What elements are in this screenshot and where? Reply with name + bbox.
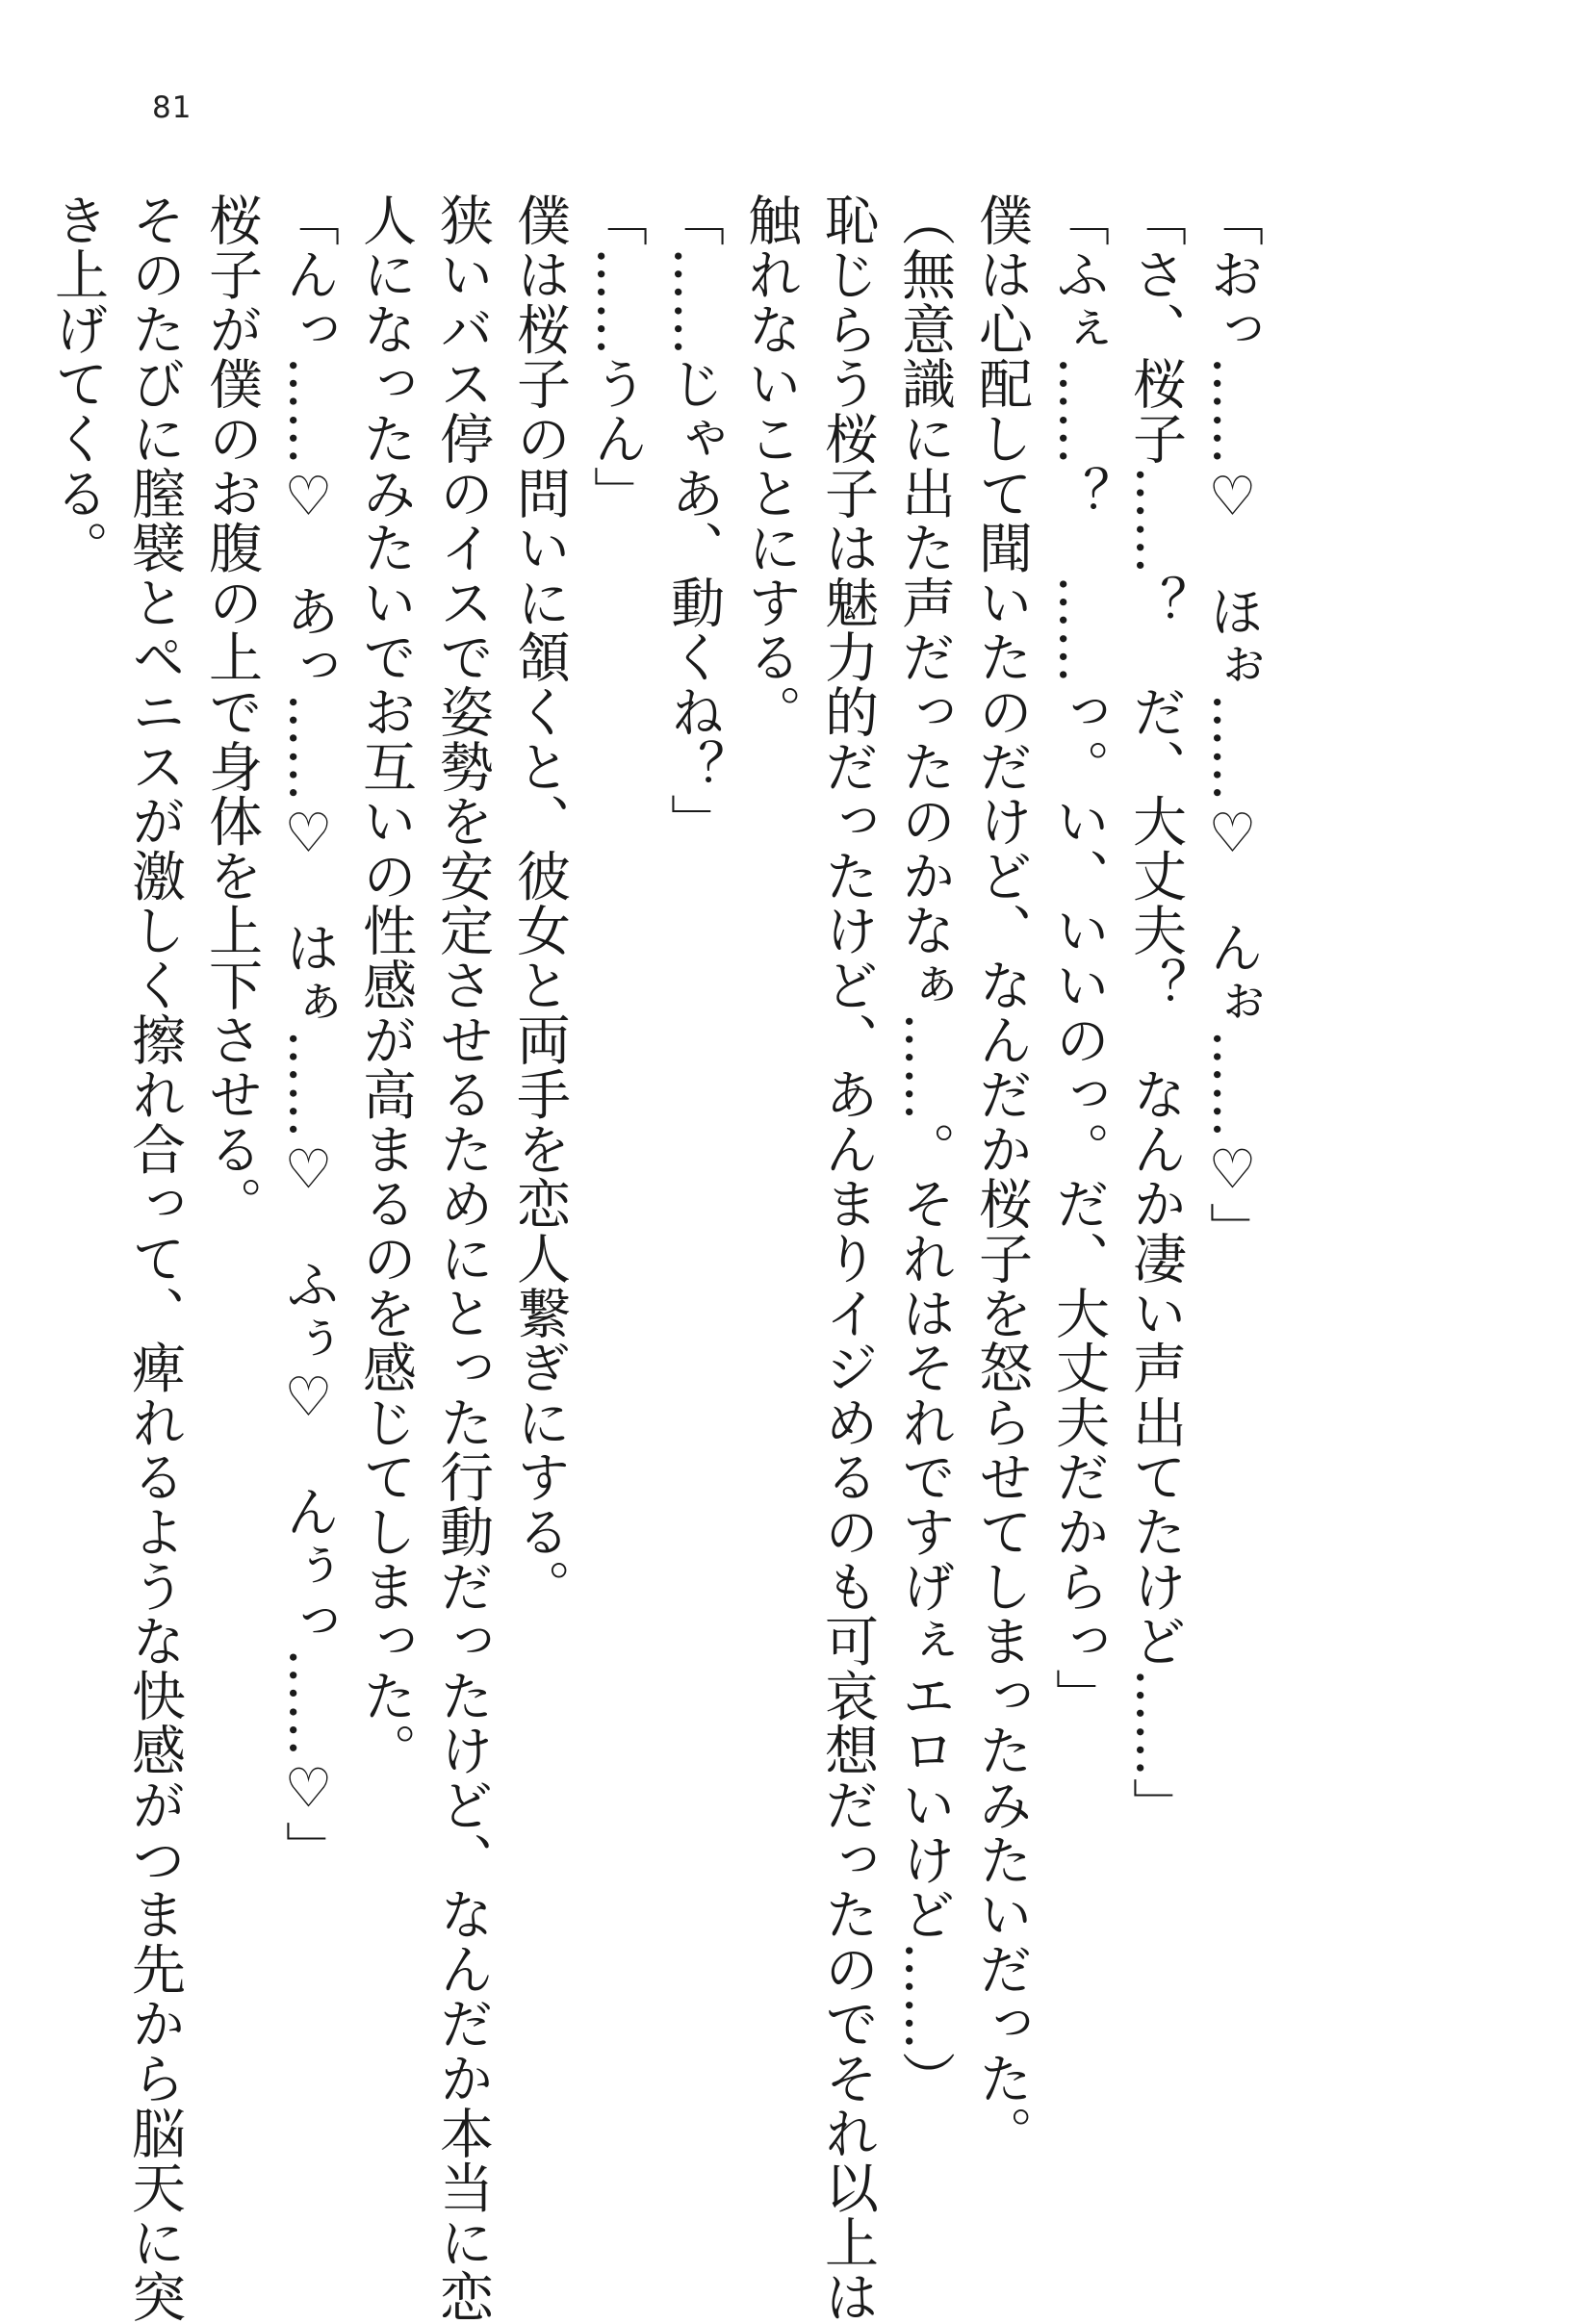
text-line: 触れないことにする。 [739,192,802,739]
novel-text-body [39,192,1271,2324]
text-line: 「んっ……♡ あっ……♡ はぁ……♡ ふぅ♡ んぅっ……♡」 [277,192,340,1876]
text-line: 僕は心配して聞いたのだけど、なんだか桜子を怒らせてしまったみたいだった。 [970,192,1033,2160]
text-line: 「ふぇ……？ ……っ。い、いいのっ。だ、大丈夫だからっ」 [1047,192,1110,1724]
text-line: 「……うん」 [585,192,648,521]
text-line: 僕は桜子の問いに頷くと、彼女と両手を恋人繋ぎにする。 [508,192,571,1614]
text-line: き上げてくる。 [46,192,109,575]
text-line: 「……じゃあ、動くね？」 [662,192,725,849]
text-line: そのたびに膣襞とペニスが激しく擦れ合って、痺れるような快感がつま先から脳天に突 [123,192,186,2324]
text-line: 桜子が僕のお腹の上で身体を上下させる。 [200,192,263,1232]
text-line: 「さ、桜子……？ だ、大丈夫？ なんか凄い声出てたけど……」 [1124,192,1187,1832]
text-line: 恥じらう桜子は魅力的だったけど、あんまりイジめるのも可哀想だったのでそれ以上は [816,192,879,2324]
page-number: 81 [152,90,193,125]
text-line: 人になったみたいでお互いの性感が高まるのを感じてしまった。 [354,192,417,1778]
text-line: （無意識に出た声だったのかなぁ……。それはそれですげぇエロいけど……） [893,192,956,2106]
text-line: 狭いバス停のイスで姿勢を安定させるためにとった行動だったけど、なんだか本当に恋 [431,192,494,2324]
text-line: 「おっ……♡ ほぉ……♡ んぉ……♡」 [1201,192,1264,1258]
